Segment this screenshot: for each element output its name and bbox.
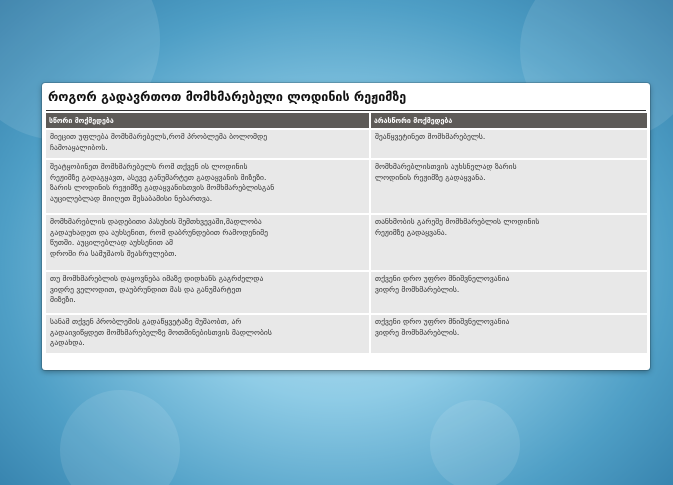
- incorrect-action-cell: [371, 213, 647, 270]
- correct-action-text: შეატყობინეთ მომხმარებელს რომ თქვენ ის ლოდინის რეჟიმზე გადაგყავთ, ასევე განუმარტეთ გადაყვანის მიზეზი. ზარის ლოდინის რეჟიმზე გადაყვანისთვის მომხმარებლისგან აუცილებლად მიიღეთ შესაბამისი ნებართვა.: [50, 162, 275, 203]
- table-header-row: [46, 113, 647, 128]
- window-title: როგორ გადავრთოთ მომხმარებელი ლოდინის რეჟიმზე: [48, 89, 407, 104]
- correct-action-cell: [46, 313, 371, 353]
- correct-action-text: თუ მომხმარებლის დაყოვნება იმაზე დიდხანს გაგრძელდა ვიდრე ველოდით, დაუბრუნდით მას და განუმარტეთ მიზეზი.: [50, 274, 264, 304]
- correct-action-text: მომხმარებლის დადებითი პასუხის შემთხვევაში,მადლობა გადაუხადეთ და აუხსენით, რომ დაბრუნდებით რამოდენიმე წუთში. აუცილებლად აუხსენით ამ დროში რა სამუშაოს შეასრულებთ.: [50, 217, 269, 258]
- incorrect-action-text: შეაწყვეტინეთ მომხმარებელს.: [375, 132, 486, 141]
- header-correct-action: სწორი მოქმედება: [46, 113, 371, 128]
- incorrect-action-cell: [371, 128, 647, 158]
- table-row: [46, 128, 647, 158]
- title-divider: [46, 110, 646, 111]
- incorrect-action-text: მომხმარებლისთვის აუხსნელად ზარის ლოდინის რეჟიმზე გადაყვანა.: [375, 162, 517, 182]
- info-window: [42, 83, 650, 370]
- incorrect-action-text: თქვენი დრო უფრო მნიშვნელოვანია ვიდრე მომხმარებლის.: [375, 274, 510, 294]
- correct-action-cell: [46, 213, 371, 270]
- incorrect-action-cell: [371, 270, 647, 313]
- actions-table: [46, 113, 647, 353]
- table-row: [46, 158, 647, 213]
- incorrect-action-text: თანხმობის გარეშე მომხმარებლის ლოდინის რეჟიმზე გადაყვანა.: [375, 217, 540, 237]
- background-bokeh: [60, 390, 180, 485]
- incorrect-action-cell: [371, 158, 647, 213]
- table-row: [46, 213, 647, 270]
- header-incorrect-action: არასწორი მოქმედება: [371, 113, 647, 128]
- correct-action-text: მიეცით უფლება მომხმარებელს,რომ პრობლემა ბოლომდე ჩამოაყალიბოს.: [50, 132, 268, 152]
- correct-action-cell: [46, 128, 371, 158]
- correct-action-cell: [46, 158, 371, 213]
- incorrect-action-cell: [371, 313, 647, 353]
- correct-action-cell: [46, 270, 371, 313]
- table-row: [46, 270, 647, 313]
- incorrect-action-text: თქვენი დრო უფრო მნიშვნელოვანია ვიდრე მომხმარებლის.: [375, 317, 510, 337]
- table-row: [46, 313, 647, 353]
- background-bokeh: [430, 400, 520, 485]
- correct-action-text: სანამ თქვენ პრობლემის გადაწყვეტაზე მუშაობთ, არ გადაივიწყდეთ მომხმარებელზე მოთმინებისთვის მადლობის გადახდა.: [50, 317, 272, 347]
